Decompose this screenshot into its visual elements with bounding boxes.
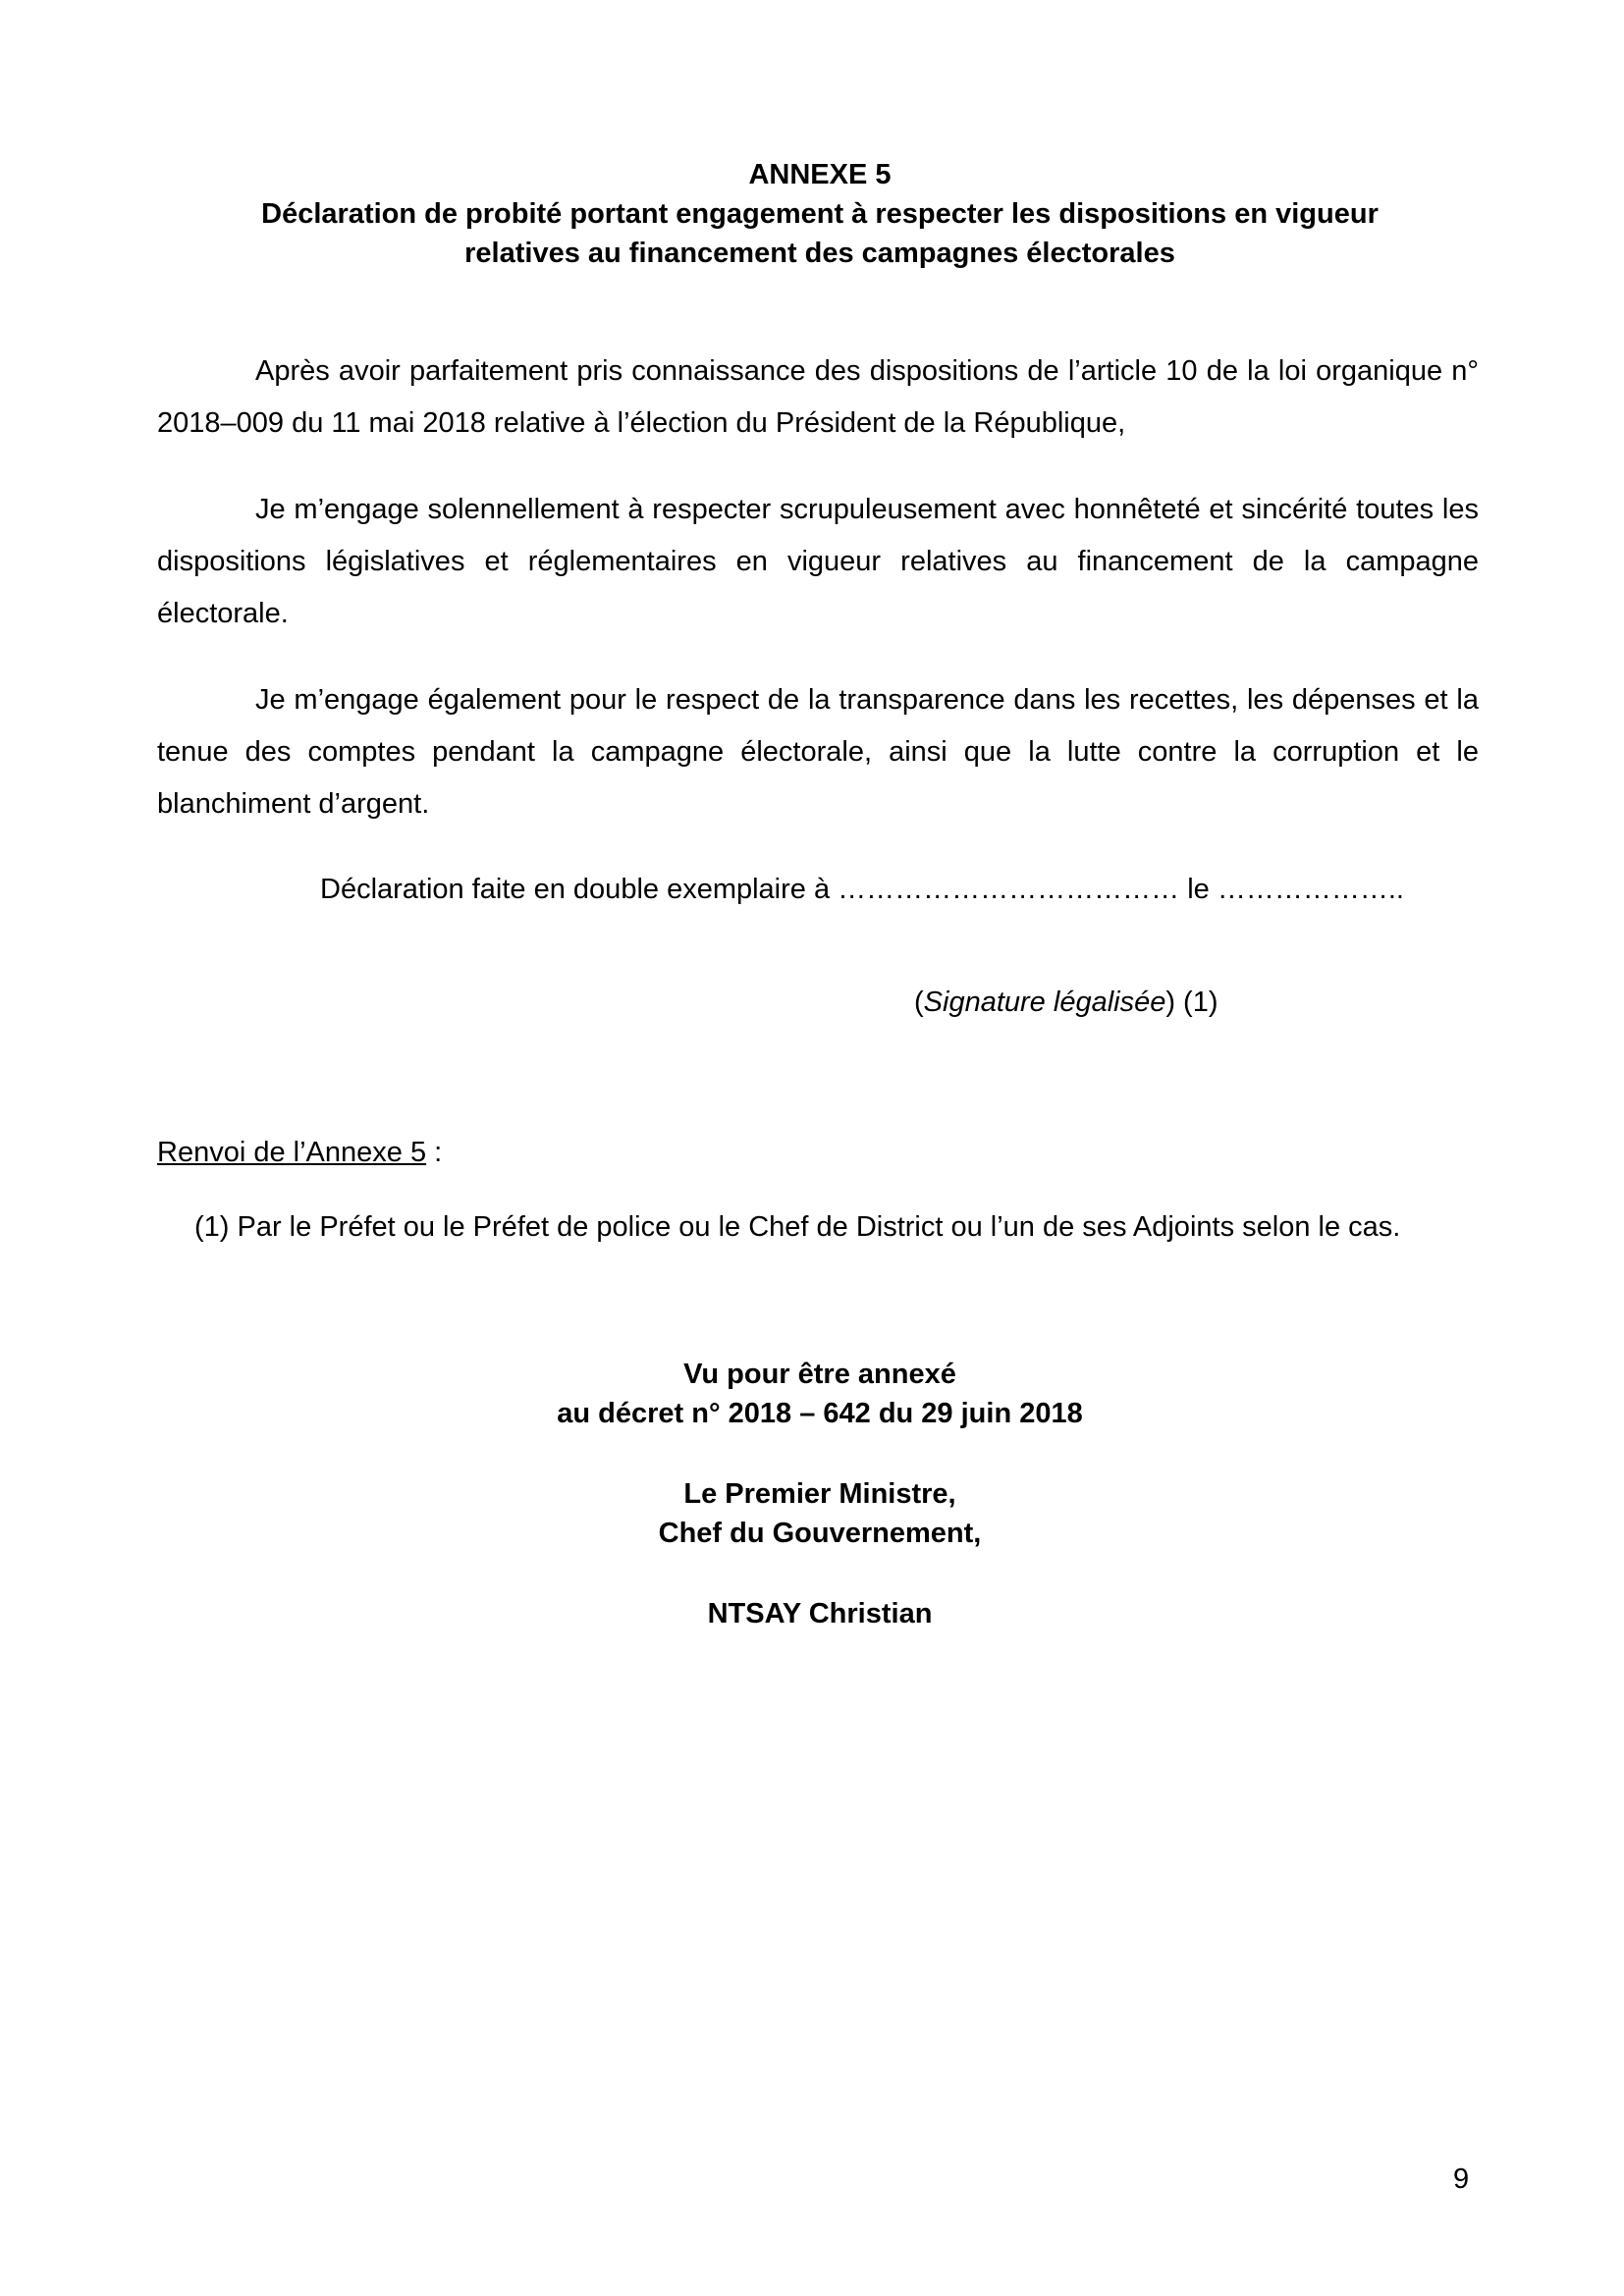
signatory-role-line1: Le Premier Ministre, [683, 1478, 956, 1510]
signature-open-paren: ( [914, 987, 924, 1018]
annex-title: ANNEXE 5 [748, 159, 892, 190]
footnote-1: (1) Par le Préfet ou le Préfet de police ou le Chef de District ou l’un de ses Adjoints selon le cas. [194, 1211, 1401, 1243]
annex-subtitle-line2: relatives au financement des campagnes électorales [464, 238, 1175, 269]
annex-subtitle-line1: Déclaration de probité portant engagement à respecter les dispositions en vigueur [261, 198, 1379, 230]
signatory-name: NTSAY Christian [707, 1598, 933, 1629]
paragraph-engagement: Je m’engage solennellement à respecter scrupuleusement avec honnêteté et sincérité toutes les dispositions législatives et réglementaires en vigueur relatives au financement de la campagne électorale. [157, 494, 1479, 629]
renvoi-heading [157, 1127, 442, 1179]
signature-note-ref: ) (1) [1165, 987, 1218, 1018]
signature-block [914, 977, 1218, 1029]
signature-label: Signature légalisée [923, 987, 1166, 1018]
paragraph-preamble: Après avoir parfaitement pris connaissance des dispositions de l’article 10 de la loi organique n° 2018–009 du 11 mai 2018 relative à l’élection du Président de la République, [157, 355, 1479, 439]
renvoi-colon: : [426, 1137, 443, 1168]
declaration-place-date-line: Déclaration faite en double exemplaire à ……………………………… le ……………….. [320, 874, 1404, 905]
annexation-line2: au décret n° 2018 – 642 du 29 juin 2018 [557, 1398, 1083, 1429]
renvoi-label: Renvoi de l’Annexe 5 [157, 1137, 427, 1168]
signatory-role-line2: Chef du Gouvernement, [658, 1518, 982, 1549]
annexation-line1: Vu pour être annexé [683, 1359, 956, 1390]
page-number: 9 [1453, 2163, 1470, 2195]
paragraph-transparency: Je m’engage également pour le respect de la transparence dans les recettes, les dépenses et la tenue des comptes pendant la campagne électorale, ainsi que la lutte contre la corruption et le blanchiment d’argent. [157, 684, 1479, 820]
